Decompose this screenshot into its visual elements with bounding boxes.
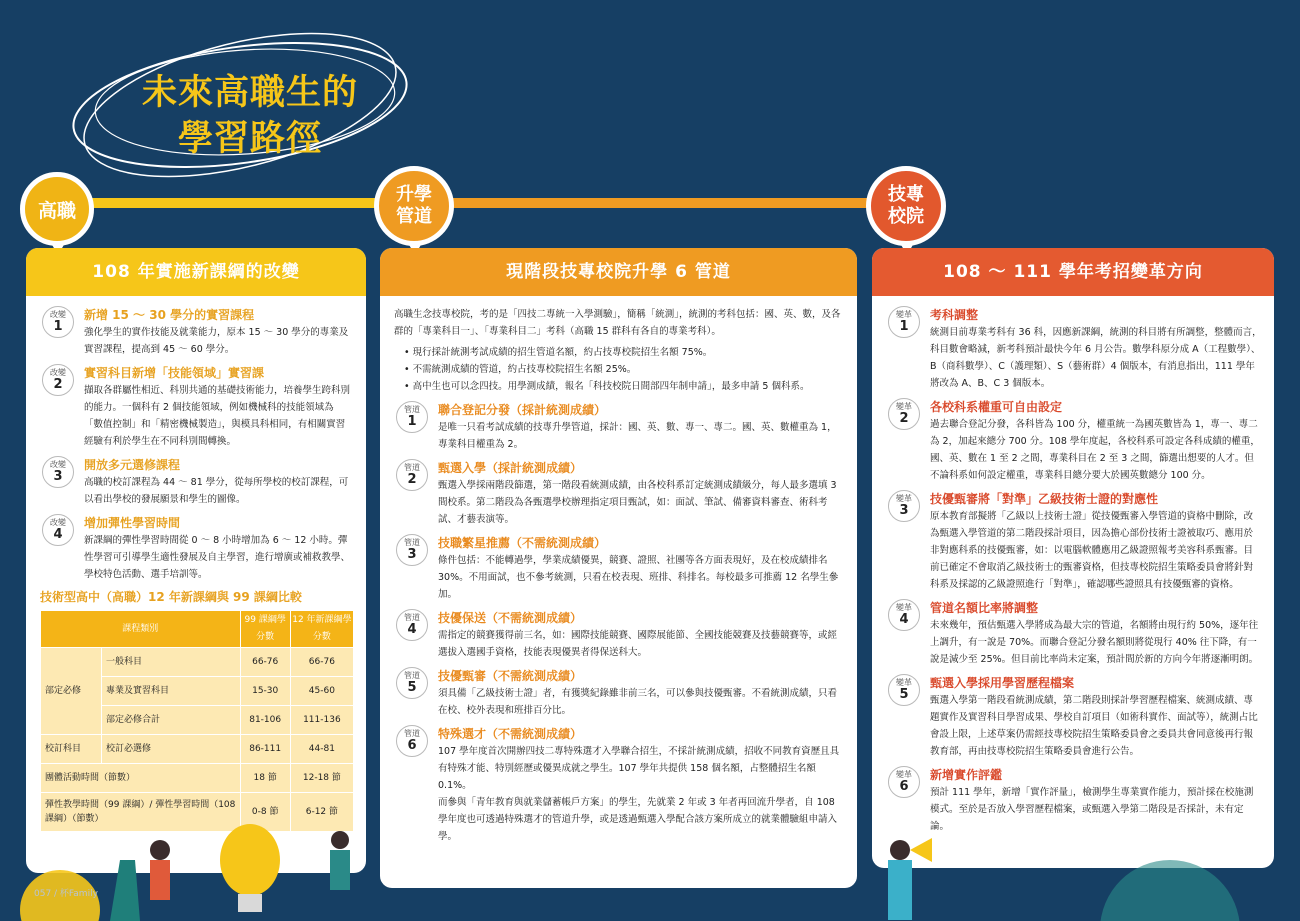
table-group-cell: 校訂科目 bbox=[41, 735, 102, 764]
table-cell: 66-76 bbox=[240, 648, 290, 677]
pathway-title: 特殊選才（不需統測成績） bbox=[438, 727, 583, 741]
person-figure bbox=[331, 831, 349, 849]
table-title: 技術型高中（高職）12 年新課綱與 99 課綱比較 bbox=[40, 590, 302, 604]
panel-pathways-header: 現階段技專校院升學 6 管道 bbox=[380, 248, 857, 296]
illustration-megaphone bbox=[870, 830, 1300, 921]
pathway-text: 須具備「乙級技術士證」者，有獲獎紀錄雖非前三名，可以參與技優甄審。不看統測成績，只看在校、校外表現和班排百分比。 bbox=[438, 688, 838, 716]
change-title: 新增 15 ～ 30 學分的實習課程 bbox=[84, 308, 255, 322]
change-item-3 bbox=[40, 456, 352, 508]
pathway-text-extra: 而參與「青年教育與就業儲蓄帳戶方案」的學生，先就業 2 年或 3 年者再回流升學者，自 108 學年度也可透過特殊選才的管道升學，或是透過甄選入學配合該方案所成立的就業體驗組申請入學。 bbox=[438, 797, 838, 842]
pathway-title: 聯合登記分發（採計統測成績） bbox=[438, 403, 607, 417]
reform-item-3 bbox=[886, 490, 1262, 593]
table-cell: 12-18 節 bbox=[290, 764, 353, 793]
table-cell: 部定必修合計 bbox=[102, 706, 241, 735]
reform-item-2 bbox=[886, 398, 1262, 484]
reform-text: 過去聯合登記分發，各科皆為 100 分，權重統一為國英數皆為 1，專一、專二為 2，加起來總分 700 分。108 學年度起，各校科系可設定各科成績的權重，國、英、數在 1 至 2 之間，專業科目在 2 至 3 之間，篩選出想要的人才。但不論科系如何設定權重，專業科目總分要大於國英數總分 100 分。 bbox=[930, 419, 1260, 481]
change-title: 增加彈性學習時間 bbox=[84, 516, 181, 530]
title-line-1: 未來高職生的 bbox=[141, 73, 358, 113]
reform-title: 管道名額比率將調整 bbox=[930, 601, 1039, 615]
timeline-segment-yellow bbox=[80, 198, 420, 208]
change-badge: 改變 2 bbox=[42, 364, 74, 396]
node-vocational-label: 高職 bbox=[37, 199, 76, 222]
reform-title: 考科調整 bbox=[930, 308, 979, 322]
table-cell: 15-30 bbox=[240, 677, 290, 706]
table-cell: 45-60 bbox=[290, 677, 353, 706]
node-college-label: 技專校院 bbox=[888, 184, 924, 227]
change-text: 高職的校訂課程為 44 ～ 81 學分，從每所學校的校訂課程，可以看出學校的發展願景和學生的圖像。 bbox=[84, 477, 349, 505]
reform-text: 原本教育部擬將「乙級以上技術士證」從技優甄審入學管道的資格中刪除，改為甄選入學管道的第二階段採計項目，因為擔心部份技術士證被取巧、應用於非對應科系的技優甄審，如：以電腦軟體應用乙級證照報考美容科系甄審。目前已確定不會取消乙級技術士的甄審資格，但技專校院招生策略委員會將針對科系及採認的乙級證照進行「對準」，確認哪些證照具有技優甄審的資格。 bbox=[930, 511, 1254, 590]
table-cell: 66-76 bbox=[290, 648, 353, 677]
page-footer: 057 / 杯Family bbox=[34, 889, 98, 899]
reform-badge: 變革 5 bbox=[888, 674, 920, 706]
gear-decoration bbox=[1100, 860, 1240, 921]
comparison-table bbox=[40, 610, 354, 832]
change-title: 開放多元選修課程 bbox=[84, 458, 181, 472]
pathway-title: 技職繁星推薦（不需統測成績） bbox=[438, 536, 607, 550]
table-cell: 0-8 節 bbox=[240, 793, 290, 832]
table-group-cell: 部定必修 bbox=[41, 648, 102, 735]
reform-title: 各校科系權重可自由設定 bbox=[930, 400, 1063, 414]
person-figure bbox=[150, 860, 170, 900]
reform-badge: 變革 6 bbox=[888, 766, 920, 798]
panel-curriculum-header: 108 年實施新課綱的改變 bbox=[26, 248, 366, 296]
change-item-1 bbox=[40, 306, 352, 358]
table-header: 99 課綱學分數 bbox=[240, 611, 290, 648]
change-badge: 改變 4 bbox=[42, 514, 74, 546]
megaphone-icon bbox=[910, 838, 932, 862]
reform-title: 技優甄審將「對準」乙級技術士證的對應性 bbox=[930, 492, 1159, 506]
pathway-item-1 bbox=[394, 401, 843, 453]
panel-pathways bbox=[380, 248, 857, 888]
table-cell: 團體活動時間（節數） bbox=[41, 764, 241, 793]
reform-text: 預計 111 學年，新增「實作評量」，檢測學生專業實作能力，預計採在校施測模式。至於是否放入學習歷程檔案，或甄選入學第二階段是否採計，未有定論。 bbox=[930, 787, 1254, 832]
change-text: 新課綱的彈性學習時間從 0 ～ 8 小時增加為 6 ～ 12 小時。彈性學習可引導學生適性發展及自主學習，進行增廣或補救教學、學校特色活動、選手培訓等。 bbox=[84, 535, 351, 580]
pathway-text: 需指定的競賽獲得前三名，如：國際技能競賽、國際展能節、全國技能競賽及技藝競賽等，或經選拔入選國手資格，技能表現優異者得保送科大。 bbox=[438, 630, 838, 658]
pathway-text: 是唯一只看考試成績的技專升學管道，採計：國、英、數、專一、專二。國、英、數權重為 1，專業科目權重為 2。 bbox=[438, 422, 837, 450]
pathway-text: 107 學年度首次開辦四技二專特殊選才入學聯合招生，不採計統測成績，招收不同教育資歷且具有特殊才能、特別經歷或優異成就之學生。107 學年共提供 158 個名額，占整體招生名額 0.1%。 bbox=[438, 746, 840, 791]
change-item-2 bbox=[40, 364, 352, 450]
panel-curriculum bbox=[26, 248, 366, 873]
bullet-item: • 不需統測成績的管道，約占技專校院招生名額 25%。 bbox=[404, 364, 637, 375]
bullet-item: • 高中生也可以念四技。用學測成績，報名「科技校院日間部四年制申請」，最多申請 5 個科系。 bbox=[404, 381, 810, 392]
change-text: 擷取各群屬性相近、科別共通的基礎技術能力，培養學生跨科別的能力。一個科有 2 個技能領域，例如機械科的技能領域為「數值控制」和「精密機械製造」，與模具科相同，有相關實習經驗有利於學生在不同科別間轉換。 bbox=[84, 385, 351, 447]
pathway-text: 條件包括：不能轉過學，學業成績優異，競賽、證照、社團等各方面表現好，及在校成績排名 30%。不用面試，也不參考統測，只看在校表現、班排、科排名。每校最多可推薦 12 名學生參加。 bbox=[438, 555, 839, 600]
table-cell: 81-106 bbox=[240, 706, 290, 735]
node-vocational bbox=[20, 172, 94, 246]
table-cell: 專業及實習科目 bbox=[102, 677, 241, 706]
pathway-text: 甄選入學採兩階段篩選，第一階段看統測成績，由各校科系訂定統測成績級分，每人最多選填 3 間校系。第二階段為各甄選學校辦理指定項目甄試，如：面試、筆試、備審資料審查、術科考試、才藝表演等。 bbox=[438, 480, 837, 525]
pathway-title: 技優甄審（不需統測成績） bbox=[438, 669, 583, 683]
title-line-2: 學習路徑 bbox=[177, 119, 322, 159]
pathway-item-6 bbox=[394, 725, 843, 845]
person-figure bbox=[330, 850, 350, 890]
plant-decoration bbox=[110, 860, 140, 921]
lightbulb-base bbox=[238, 894, 262, 912]
reform-text: 甄選入學第一階段看統測成績，第二階段則採計學習歷程檔案、統測成績、專題實作及實習科目學習成果、學校自訂項目（如術科實作、面試等），統測占比會設上限，上述草案仍需經技專校院招生策略委員會之委員共會同意後再行報教育部，再由技專校院招生策略委員會進行公告。 bbox=[930, 695, 1258, 757]
pathway-badge: 管道 1 bbox=[396, 401, 428, 433]
reform-item-1 bbox=[886, 306, 1262, 392]
panel-reform bbox=[872, 248, 1274, 868]
table-row bbox=[41, 764, 354, 793]
node-college bbox=[866, 166, 946, 246]
pathway-badge: 管道 5 bbox=[396, 667, 428, 699]
reform-item-4 bbox=[886, 599, 1262, 668]
panel-reform-header: 108 ～ 111 學年考招變革方向 bbox=[872, 248, 1274, 296]
reform-badge: 變革 1 bbox=[888, 306, 920, 338]
reform-item-6 bbox=[886, 766, 1262, 835]
pathway-item-3 bbox=[394, 534, 843, 603]
table-cell: 6-12 節 bbox=[290, 793, 353, 832]
pathway-title: 技優保送（不需統測成績） bbox=[438, 611, 583, 625]
table-cell: 18 節 bbox=[240, 764, 290, 793]
person-figure bbox=[150, 840, 170, 860]
timeline-segment-orange bbox=[420, 198, 900, 208]
lightbulb-icon bbox=[220, 824, 280, 896]
change-text: 強化學生的實作技能及就業能力，原本 15 ～ 30 學分的專業及實習課程，提高到 45 ～ 60 學分。 bbox=[84, 327, 349, 355]
pathway-badge: 管道 2 bbox=[396, 459, 428, 491]
table-cell: 44-81 bbox=[290, 735, 353, 764]
table-cell: 111-136 bbox=[290, 706, 353, 735]
reform-text: 統測目前專業考科有 36 科，因應新課綱，統測的科目將有所調整，整體而言，科目數會略減，新考科預計最快今年 6 月公告。數學科原分成 A（工程數學）、B（商科數學）、C（護理類）、S（藝術群）4 個版本，有消息指出，111 學年將改為 A、B、C 3 個版本。 bbox=[930, 327, 1262, 389]
change-title: 實習科目新增「技能領域」實習課 bbox=[84, 366, 265, 380]
pathway-badge: 管道 3 bbox=[396, 534, 428, 566]
reform-badge: 變革 2 bbox=[888, 398, 920, 430]
reform-title: 甄選入學採用學習歷程檔案 bbox=[930, 676, 1075, 690]
node-pathway-label: 升學管道 bbox=[396, 184, 432, 227]
illustration-people bbox=[0, 800, 380, 921]
reform-badge: 變革 4 bbox=[888, 599, 920, 631]
table-cell: 校訂必選修 bbox=[102, 735, 241, 764]
table-cell: 一般科目 bbox=[102, 648, 241, 677]
bullet-item: • 現行採計統測考試成績的招生管道名額，約占技專校院招生名額 75%。 bbox=[404, 347, 713, 358]
table-cell: 86-111 bbox=[240, 735, 290, 764]
timeline bbox=[0, 198, 1300, 210]
table-header: 12 年新課綱學分數 bbox=[290, 611, 353, 648]
table-row bbox=[41, 648, 354, 677]
table-header: 課程類別 bbox=[41, 611, 241, 648]
table-cell: 彈性教學時間（99 課綱）/ 彈性學習時間（108 課綱）（節數） bbox=[41, 793, 241, 832]
pathways-intro: 高職生念技專校院，考的是「四技二專統一入學測驗」，簡稱「統測」，統測的考科包括：國、英、數，及各群的「專業科目一」、「專業科目二」考科（高職 15 群科有各自的專業考科）。 bbox=[394, 309, 841, 337]
change-badge: 改變 3 bbox=[42, 456, 74, 488]
reform-text: 未來幾年，預估甄選入學將成為最大宗的管道，名額將由現行約 50%，逐年往上調升，有一說是 70%。而聯合登記分發名額則將從現行 40% 往下降，有一說是減少至 25%。但目前比率尚未定案，預計間於新的方向今年將逐漸明朗。 bbox=[930, 620, 1259, 665]
person-figure bbox=[890, 840, 910, 860]
change-badge: 改變 1 bbox=[42, 306, 74, 338]
pathway-badge: 管道 4 bbox=[396, 609, 428, 641]
pathway-badge: 管道 6 bbox=[396, 725, 428, 757]
table-row bbox=[41, 735, 354, 764]
reform-item-5 bbox=[886, 674, 1262, 760]
page-title bbox=[100, 70, 400, 162]
node-pathway bbox=[374, 166, 454, 246]
person-figure bbox=[888, 860, 912, 920]
reform-badge: 變革 3 bbox=[888, 490, 920, 522]
reform-title: 新增實作評鑑 bbox=[930, 768, 1003, 782]
title-block bbox=[60, 30, 420, 180]
pathway-title: 甄選入學（採計統測成績） bbox=[438, 461, 583, 475]
pathway-item-5 bbox=[394, 667, 843, 719]
pathway-item-2 bbox=[394, 459, 843, 528]
change-item-4 bbox=[40, 514, 352, 583]
pathway-item-4 bbox=[394, 609, 843, 661]
